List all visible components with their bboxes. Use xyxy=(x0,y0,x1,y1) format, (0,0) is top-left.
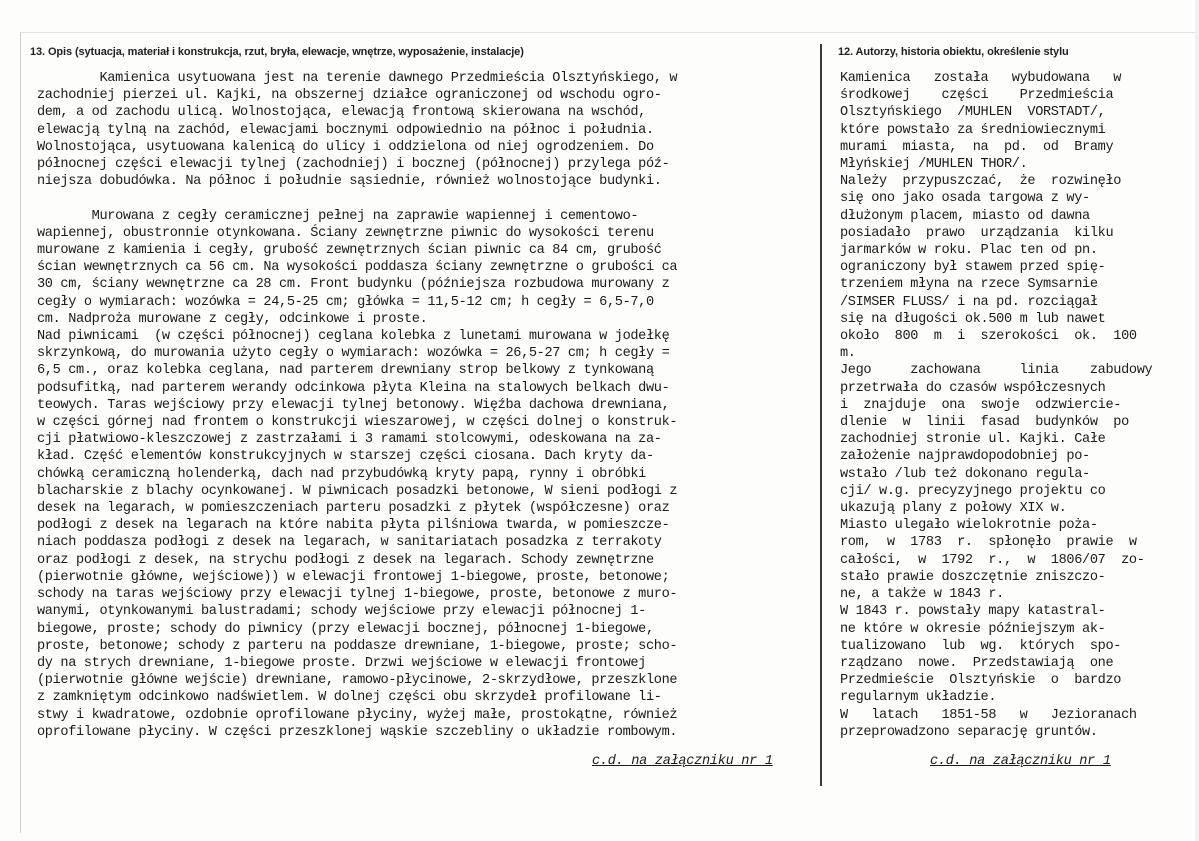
history-text: Kamienica została wybudowana w środkowej części Przedmieścia Olsztyńskiego /MUHLEN VORSTADT/, które powstało za średniowiecznymi murami miasta, na pd. od Bramy Młyńskiej /MUHLEN THOR/. Należy przypuszczać, że rozwinęło się ono jako osada targowa z wy- dłużonym placem, miasto od dawna posiadało prawo urządzania kilku jarmarków w roku. Plac ten od pn. ograniczony był stawem przed spię- trzeniem młyna na rzece Symsarnie /SIMSER FLUSS/ i na pd. rozciągał się na długości ok.500 m lub nawet około 800 m i szerokości ok. 100 m. Jego zachowana linia zabudowy przetrwała do czasów współczesnych i znajduje ona swoje odzwiercie- dlenie w linii fasad budynków po zachodniej stronie ul. Kajki. Całe założenie najprawdopodobniej po- wstało /lub też dokonano regula- cji/ w.g. precyzyjnego projektu co ukazują plany z połowy XIX w. Miasto ulegało wielokrotnie poża- rom, w 1783 r. spłonęło prawie w całości, w 1792 r., w 1806/07 zo- stało prawie doszczętnie zniszczo- ne, a także w 1843 r. W 1843 r. powstały mapy katastral- ne które w okresie późniejszym ak- tualizowano lub wg. których spo- rządzano nowe. Przedstawiają one Przedmieście Olsztyńskie o bardzo regularnym układzie. W latach 1851-58 w Jezioranach przeprowadzono separację gruntów. xyxy=(840,71,1153,740)
page-edge xyxy=(1195,0,1199,841)
description-text: Kamienica usytuowana jest na terenie dawnego Przedmieścia Olsztyńskiego, w zachodniej pierzei ul. Kajki, na obszernej działce ograniczonej od wschodu ogro- dem, a od zachodu ulicą. Wolnostojąca, elewacją frontową skierowana na wschód, elewacją tylną na zachód, elewacjami bocznymi odpowiednio na północ i południa. Wolnostojąca, usytuowana kalenicą do ulicy i oddzielona od niej ogrodzeniem. Do północnej części elewacji tylnej (zachodniej) i bocznej (północnej) przylega póź- niejsza dobudówka. Na północ i południe sąsiednie, również wolnostojące budynki. Murowana z cegły ceramicznej pełnej na zaprawie wapiennej i cementowo- wapiennej, obustronnie otynkowana. Ściany zewnętrzne piwnic do wysokości terenu murowane z kamienia i cegły, grubość zewnętrznych ścian piwnic ca 84 cm, grubość ścian wewnętrznych ca 56 cm. Na wysokości poddasza ściany zewnętrzne o grubości ca 30 cm, ściany wewnętrzne ca 28 cm. Front budynku (późniejsza rozbudowa murowany z cegły o wymiarach: wozówka = 24,5-25 cm; główka = 11,5-12 cm; h cegły = 6,5-7,0 cm. Nadproża murowane z cegły, odcinkowe i proste. Nad piwnicami (w części północnej) ceglana kolebka z lunetami murowana w jodełkę skrzynkową, do murowania użyto cegły o wymiarach: wozówka = 26,5-27 cm; h cegły = 6,5 cm., oraz kolebka ceglana, nad parterem drewniany strop belkowy z tynkowaną podsufitką, nad parterem werandy odcinkowa płyta Kleina na stalowych belkach dwu- teowych. Taras wejściowy przy elewacji tylnej betonowy. Więźba dachowa drewniana, w części górnej nad frontem o konstrukcji wieszarowej, w części dolnej o konstruk- cji płatwiowo-kleszczowej z zastrzałami i 3 ramami stolcowymi, odeskowana na za- kład. Część elementów konstrukcyjnych w starszej części ciosana. Dach kryty da- chówką ceramiczną holenderką, dach nad przybudówką kryty papą, rynny i obróbki blacharskie z blachy ocynkowanej. W piwnicach posadzki betonowe, W sieni podłogi z desek na legarach, w pomieszczeniach parteru posadzki z płytek (współczesne) oraz podłogi z desek na legarach na które nabita płyta pilśniowa twarda, w pomieszcze- niach poddasza podłogi z desek na legarach, w sanitariatach posadzka z terrakoty oraz podłogi z desek, na strychu podłogi z desek na legarach. Schody zewnętrzne (pierwotnie główne, wejściowe)) w elewacji frontowej 1-biegowe, proste, betonowe; schody na taras wejściowy przy elewacji tylnej 1-biegowe, proste, betonowe z muro- wanymi, otynkowanymi balustradami; schody wejściowe przy elewacji północnej 1- biegowe, proste; schody do piwnicy (przy elewacji bocznej, północnej 1-biegowe, proste, betonowe; schody z parteru na poddasze drewniane, 1-biegowe, proste; scho- dy na strych drewniane, 1-biegowe proste. Drzwi wejściowe w elewacji frontowej (pierwotnie główne wejście) drewniane, ramowo-płycinowe, 2-skrzydłowe, przeszklone z zamkniętym odcinkowo nadświetlem. W dolnej części obu skrzydeł profilowane li- stwy i kwadratowe, ozdobnie oprofilowane płyciny, wyżej małe, prostokątne, również oprofilowane płyciny. W części przeszklonej wąskie szczebliny o układzie rombowym. xyxy=(37,71,678,740)
section-13-heading: 13. Opis (sytuacja, materiał i konstrukcja, rzut, bryła, elewacje, wnętrze, wyposażenie, instalacje) xyxy=(30,46,524,58)
section-12-heading: 12. Autorzy, historia obiektu, określenie stylu xyxy=(838,46,1069,58)
column-divider xyxy=(820,44,822,786)
continuation-note-right: c.d. na załączniku nr 1 xyxy=(930,754,1111,769)
continuation-note-left: c.d. na załączniku nr 1 xyxy=(592,754,773,769)
